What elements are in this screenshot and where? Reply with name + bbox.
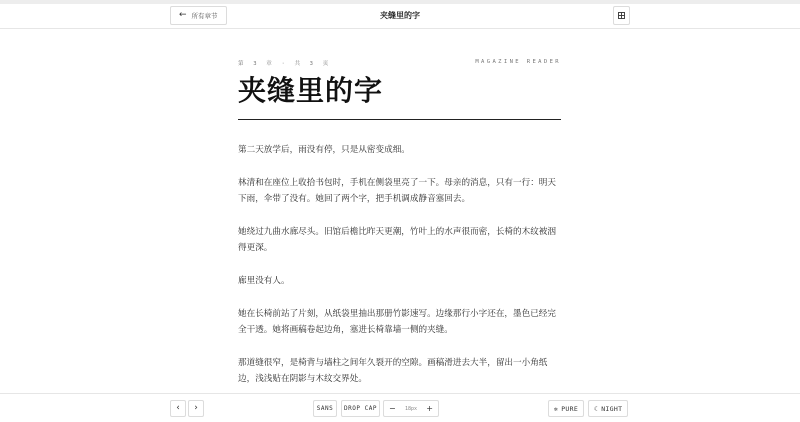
paragraph: 第二天放学后，雨没有停，只是从密变成细。 (238, 145, 410, 155)
sparkle-icon: ✲ (554, 404, 559, 413)
pure-label: PURE (561, 404, 579, 413)
article-body (238, 142, 561, 393)
drop-cap-toggle[interactable] (341, 400, 380, 417)
increase-font-button[interactable]: + (426, 403, 433, 413)
section-label: MAGAZINE READER (475, 59, 561, 65)
previous-page-button[interactable] (170, 400, 186, 417)
night-mode-button[interactable] (588, 400, 628, 417)
article-meta (238, 59, 561, 67)
decrease-font-button[interactable]: − (389, 403, 396, 413)
moon-icon: ☾ (594, 404, 599, 413)
layout-toggle-button[interactable] (613, 6, 630, 25)
paragraph: 廊里没有人。 (238, 276, 290, 286)
paragraph: 林清和在座位上收拾书包时，手机在侧袋里亮了一下。母亲的消息，只有一行：明天下雨，伞带了没有。她回了两个字，把手机调成静音塞回去。 (238, 178, 556, 204)
drop-cap-label: DROP CAP (344, 405, 377, 412)
article-title: 夹缝里的字 (238, 74, 384, 107)
font-size-value: 18px (404, 405, 418, 412)
chapter-meta: 第 3 章 · 共 3 页 (238, 61, 332, 67)
pure-mode-button[interactable] (548, 400, 584, 417)
paragraph: 那道缝很窄，是椅背与墙柱之间年久裂开的空隙。画稿滑进去大半，留出一小角纸边，浅浅贴在阴影与木纹交界处。 (238, 358, 548, 384)
back-button-label: 所有章节 (191, 12, 218, 20)
title-divider (238, 119, 561, 120)
article-content (238, 29, 561, 393)
next-page-button[interactable] (188, 400, 204, 417)
header-title: 夹缝里的字 (380, 11, 420, 20)
font-size-stepper (383, 400, 439, 417)
chevron-right-icon: › (194, 403, 198, 413)
reader-header (0, 4, 800, 29)
arrow-left-icon: ← (179, 10, 187, 20)
night-label: NIGHT (601, 404, 623, 413)
sans-label: SANS (316, 405, 334, 412)
layout-icon (618, 12, 625, 19)
chevron-left-icon: ‹ (176, 403, 180, 413)
sans-font-toggle[interactable] (313, 400, 337, 417)
reader-toolbar (0, 393, 800, 422)
paragraph: 她绕过九曲水廊尽头。旧馆后檐比昨天更潮，竹叶上的水声很而密，长椅的木纹被洇得更深。 (238, 227, 556, 253)
paragraph: 她在长椅前站了片刻，从纸袋里抽出那册竹影速写。边缘那行小字还在，墨色已经完全干透。她将画稿卷起边角，塞进长椅靠墙一侧的夹缝。 (238, 309, 556, 335)
